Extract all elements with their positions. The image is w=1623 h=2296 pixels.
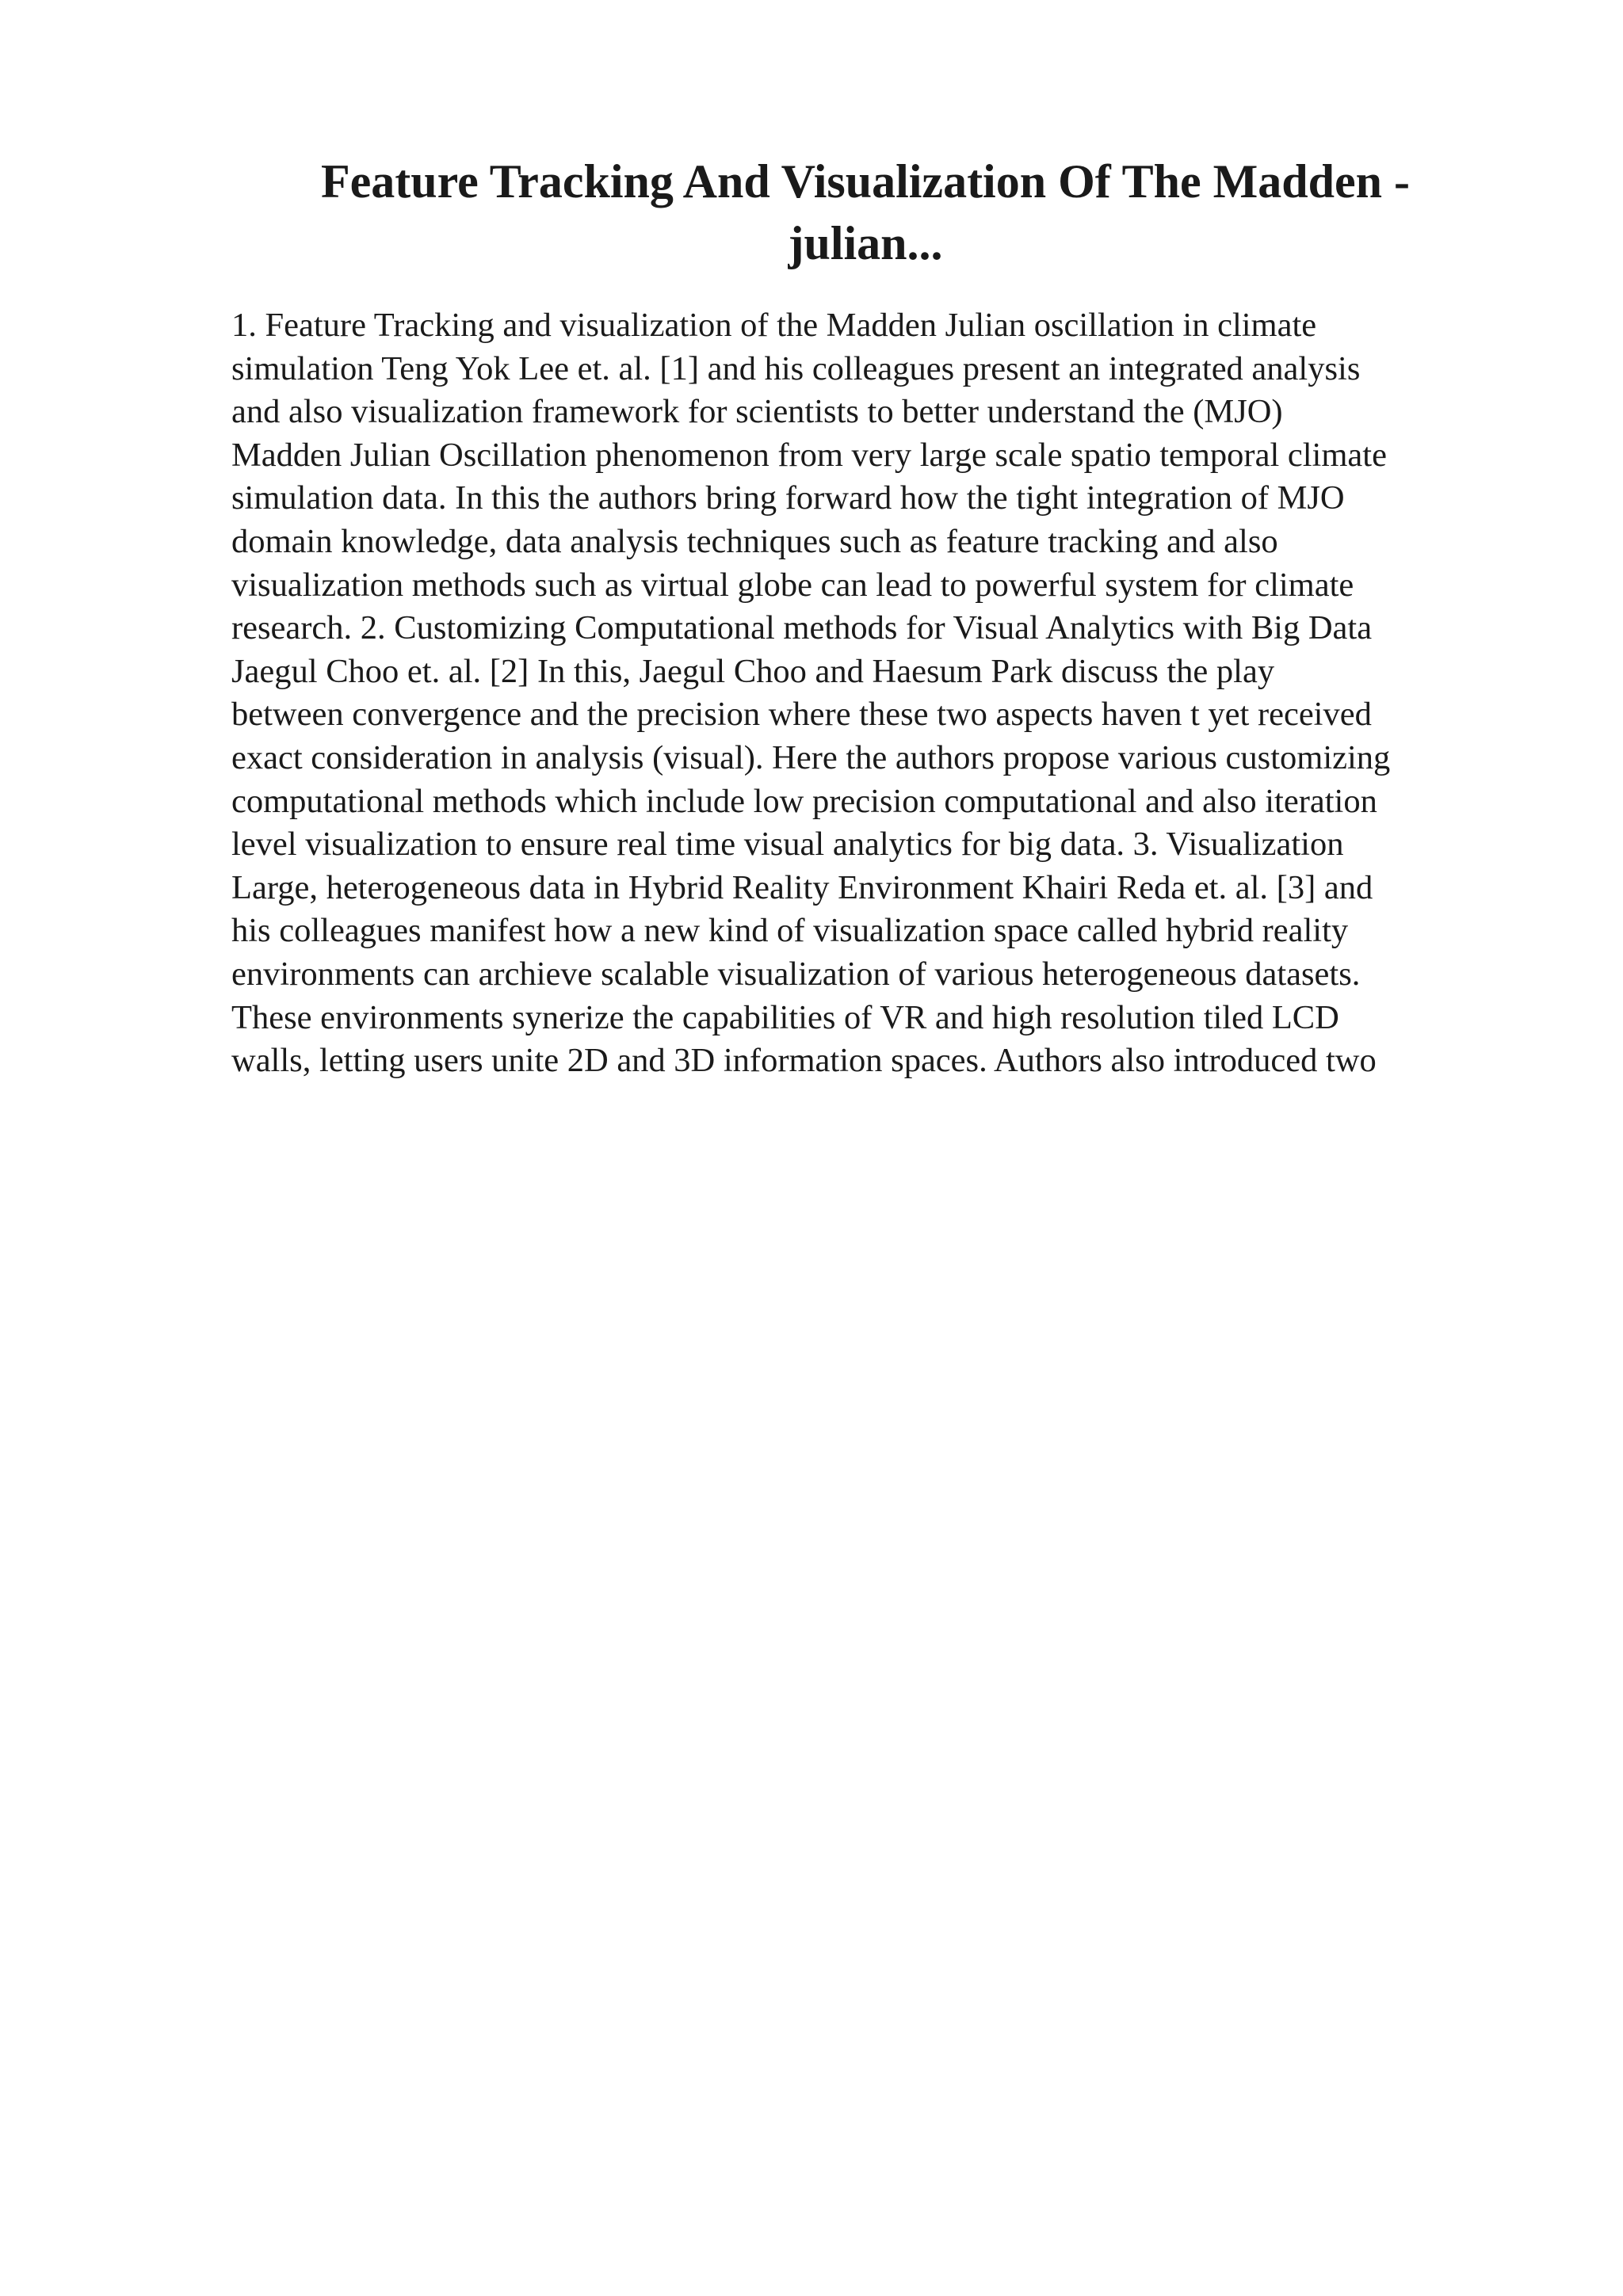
document-title: [231, 151, 1499, 274]
body-line: level visualization to ensure real time visual analytics for big data. 3. Visualization: [231, 826, 1344, 864]
body-line: and also visualization framework for scientists to better understand the (MJO): [231, 393, 1283, 431]
body-line: research. 2. Customizing Computational methods for Visual Analytics with Big Data: [231, 609, 1373, 647]
title-line: Feature Tracking And Visualization Of The Madden -: [320, 155, 1411, 208]
body-line: exact consideration in analysis (visual). Here the authors propose various customizing: [231, 738, 1391, 776]
body-line: Madden Julian Oscillation phenomenon from very large scale spatio temporal climate: [231, 436, 1387, 474]
document-body: [231, 304, 1515, 1083]
body-line: walls, letting users unite 2D and 3D information spaces. Authors also introduced two: [231, 1042, 1377, 1080]
body-line: simulation data. In this the authors bring forward how the tight integration of MJO: [231, 479, 1345, 517]
body-line: environments can archieve scalable visualization of various heterogeneous datasets.: [231, 955, 1361, 993]
body-line: domain knowledge, data analysis techniques such as feature tracking and also: [231, 522, 1278, 560]
body-line: Jaegul Choo et. al. [2] In this, Jaegul Choo and Haesum Park discuss the play: [231, 652, 1275, 690]
body-line: his colleagues manifest how a new kind of visualization space called hybrid reality: [231, 912, 1349, 950]
body-line: visualization methods such as virtual globe can lead to powerful system for climate: [231, 566, 1354, 604]
body-line: Large, heterogeneous data in Hybrid Reality Environment Khairi Reda et. al. [3] and: [231, 868, 1373, 906]
title-line: julian...: [788, 217, 943, 269]
body-line: These environments synerize the capabilities of VR and high resolution tiled LCD: [231, 998, 1339, 1036]
body-line: between convergence and the precision where these two aspects haven t yet received: [231, 696, 1372, 734]
body-line: computational methods which include low precision computational and also iteration: [231, 782, 1377, 820]
body-line: 1. Feature Tracking and visualization of the Madden Julian oscillation in climate: [231, 307, 1317, 344]
body-line: simulation Teng Yok Lee et. al. [1] and his colleagues present an integrated analysis: [231, 349, 1361, 387]
